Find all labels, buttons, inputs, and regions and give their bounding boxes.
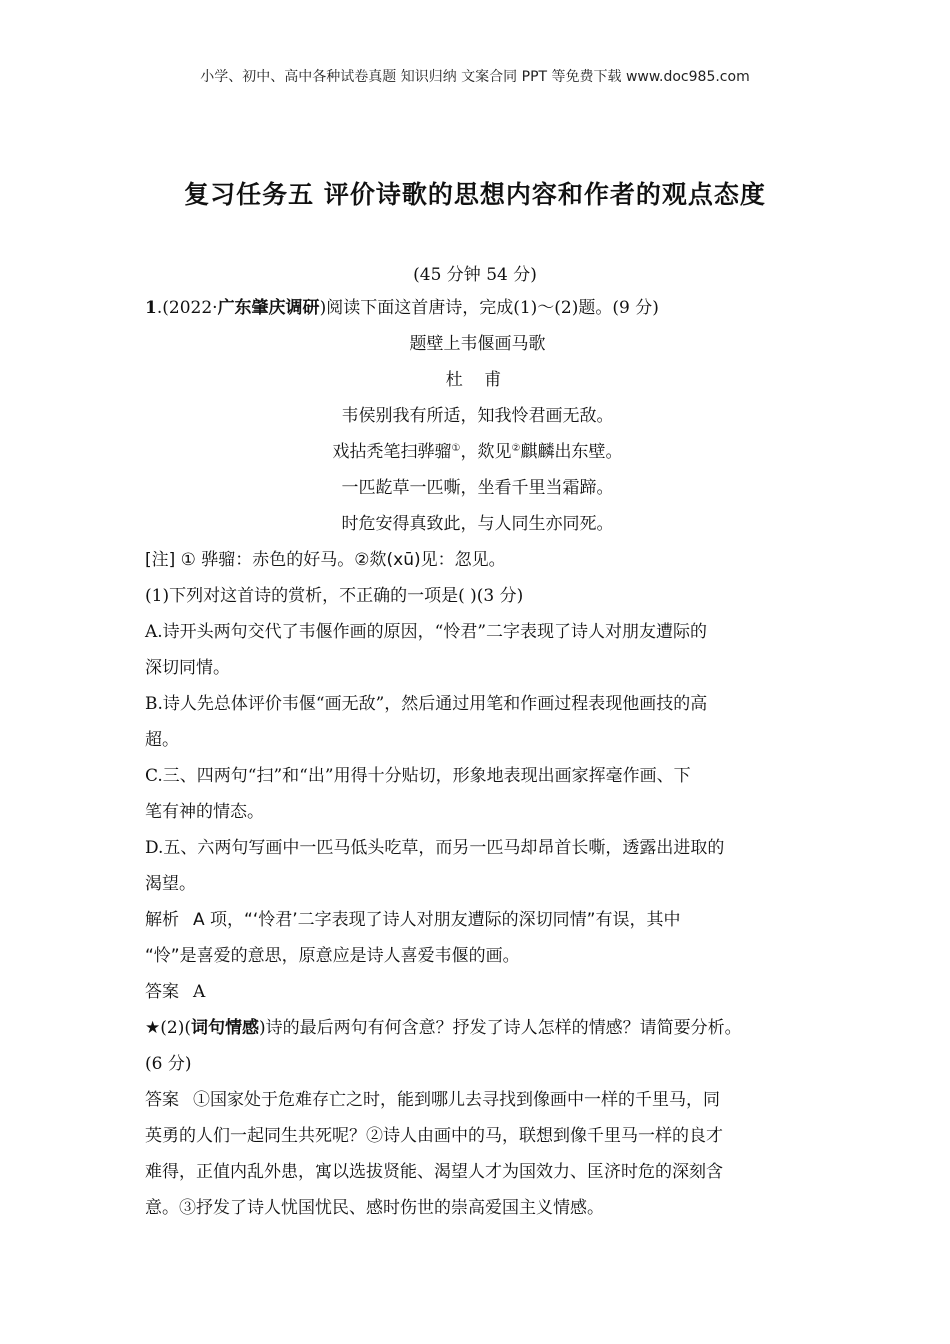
- answer-2-line-2: 英勇的人们一起同生共死呢？②诗人由画中的马，联想到像千里马一样的良才: [145, 1126, 723, 1146]
- page-header: [0, 66, 950, 86]
- answer-1-value: A: [193, 982, 206, 1002]
- analysis-label: 解析: [145, 910, 179, 930]
- option-c-line-2: 笔有神的情态。: [145, 802, 264, 822]
- poem-author: 杜 甫: [445, 370, 510, 390]
- answer-2-text-1: ①国家处于危难存亡之时，能到哪儿去寻找到像画中一样的千里马，同: [193, 1090, 720, 1110]
- answer-1-line: [145, 974, 810, 1010]
- time-score-meta: (45 分钟 54 分): [413, 265, 537, 285]
- sub-question-1-stem: (1)下列对这首诗的赏析，不正确的一项是( )(3 分): [145, 586, 524, 606]
- answer-2-line-3: 难得，正值内乱外患，寓以选拔贤能、渴望人才为国效力、匡济时危的深刻含: [145, 1162, 723, 1182]
- poem-note: [注] ① 骅骝：赤色的好马。②欻(xū)见：忽见。: [145, 550, 506, 570]
- poem-line-3: 一匹龁草一匹嘶，坐看千里当霜蹄。: [341, 478, 614, 498]
- analysis-text-1: A 项，“‘怜君’二字表现了诗人对朋友遭际的深切同情”有误，其中: [193, 910, 681, 930]
- question-number: 1: [145, 298, 157, 318]
- option-c-line-1: C.三、四两句“扫”和“出”用得十分贴切，形象地表现出画家挥毫作画、下: [145, 766, 691, 786]
- analysis-line-2: “怜”是喜爱的意思，原意应是诗人喜爱韦偃的画。: [145, 946, 520, 966]
- option-d-line-2: 渴望。: [145, 874, 196, 894]
- footnote-marker-1: ①: [451, 443, 461, 454]
- question-source: 广东肇庆调研: [217, 298, 320, 318]
- question-instruction: )阅读下面这首唐诗，完成(1)～(2)题。(9 分): [319, 298, 659, 318]
- poem-line-2-part-b: ，欻见: [460, 442, 512, 462]
- answer-2-line-1: [145, 1082, 810, 1118]
- analysis-line-1: [145, 902, 810, 938]
- sub-question-2-text: )诗的最后两句有何含意？抒发了诗人怎样的情感？请简要分析。: [258, 1018, 742, 1038]
- answer-2-label: 答案: [145, 1090, 179, 1110]
- option-a-line-2: 深切同情。: [145, 658, 230, 678]
- poem-line-4: 时危安得真致此，与人同生亦同死。: [341, 514, 614, 534]
- question-1-heading: [145, 290, 810, 326]
- document-body: [145, 290, 810, 1226]
- option-b-line-2: 超。: [145, 730, 179, 750]
- poem-title: 题壁上韦偃画马歌: [409, 334, 546, 354]
- option-d-line-1: D.五、六两句写画中一匹马低头吃草，而另一匹马却昂首长嘶，透露出进取的: [145, 838, 725, 858]
- answer-2-line-4: 意。③抒发了诗人忧国忧民、感时伤世的崇高爱国主义情感。: [145, 1198, 604, 1218]
- question-prefix: .(2022·: [156, 298, 218, 318]
- poem-line-2-part-a: 戏拈秃笔扫骅骝: [332, 442, 452, 462]
- sub-question-2-score: (6 分): [145, 1054, 192, 1074]
- footnote-marker-2: ②: [511, 443, 521, 454]
- sub-question-2-stem: [145, 1010, 810, 1046]
- option-a-line-1: A.诗开头两句交代了韦偃作画的原因，“怜君”二字表现了诗人对朋友遭际的: [145, 622, 708, 642]
- answer-1-label: 答案: [145, 982, 179, 1002]
- page-title: 复习任务五 评价诗歌的思想内容和作者的观点态度: [184, 180, 766, 209]
- sub-question-2-star: ★(2)(: [145, 1018, 191, 1038]
- sub-question-2-tag: 词句情感: [190, 1018, 259, 1038]
- poem-line-2: [145, 434, 810, 470]
- option-b-line-1: B.诗人先总体评价韦偃“画无敌”，然后通过用笔和作画过程表现他画技的高: [145, 694, 708, 714]
- header-text: 小学、初中、高中各种试卷真题 知识归纳 文案合同 PPT 等免费下载 www.doc985.com: [200, 69, 750, 85]
- poem-line-2-part-c: 麒麟出东壁。: [520, 442, 623, 462]
- poem-line-1: 韦侯别我有所适，知我怜君画无敌。: [341, 406, 614, 426]
